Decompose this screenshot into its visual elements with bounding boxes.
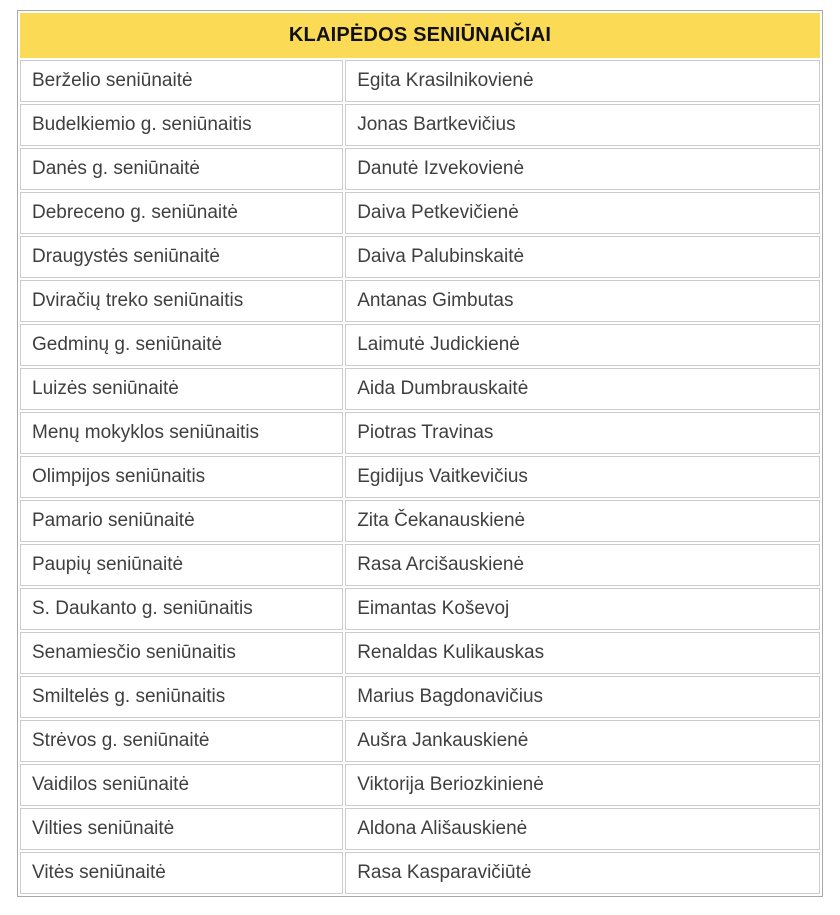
name-cell: Aldona Ališauskienė [345,808,820,850]
name-cell: Marius Bagdonavičius [345,676,820,718]
position-cell: Smiltelės g. seniūnaitis [20,676,343,718]
position-cell: Draugystės seniūnaitė [20,236,343,278]
name-cell: Piotras Travinas [345,412,820,454]
table-row [20,456,820,498]
table-row [20,764,820,806]
seniunaiciai-table [17,10,823,897]
position-cell: Olimpijos seniūnaitis [20,456,343,498]
table-row [20,500,820,542]
table-row [20,148,820,190]
name-cell: Egidijus Vaitkevičius [345,456,820,498]
name-cell: Zita Čekanauskienė [345,500,820,542]
name-cell: Rasa Kasparavičiūtė [345,852,820,894]
table-row [20,192,820,234]
name-cell: Antanas Gimbutas [345,280,820,322]
table-row [20,280,820,322]
position-cell: Debreceno g. seniūnaitė [20,192,343,234]
table-row [20,236,820,278]
position-cell: Pamario seniūnaitė [20,500,343,542]
table-row [20,808,820,850]
name-cell: Renaldas Kulikauskas [345,632,820,674]
position-cell: Berželio seniūnaitė [20,60,343,102]
name-cell: Viktorija Beriozkinienė [345,764,820,806]
name-cell: Laimutė Judickienė [345,324,820,366]
name-cell: Danutė Izvekovienė [345,148,820,190]
position-cell: Menų mokyklos seniūnaitis [20,412,343,454]
table-row [20,720,820,762]
table-row [20,852,820,894]
name-cell: Aida Dumbrauskaitė [345,368,820,410]
position-cell: Budelkiemio g. seniūnaitis [20,104,343,146]
position-cell: Paupių seniūnaitė [20,544,343,586]
table-row [20,632,820,674]
table-body [20,60,820,894]
table-row [20,104,820,146]
table-row [20,412,820,454]
position-cell: S. Daukanto g. seniūnaitis [20,588,343,630]
header-row [20,13,820,58]
name-cell: Eimantas Koševoj [345,588,820,630]
name-cell: Jonas Bartkevičius [345,104,820,146]
name-cell: Egita Krasilnikovienė [345,60,820,102]
table-row [20,60,820,102]
position-cell: Strėvos g. seniūnaitė [20,720,343,762]
name-cell: Daiva Petkevičienė [345,192,820,234]
position-cell: Vilties seniūnaitė [20,808,343,850]
position-cell: Vaidilos seniūnaitė [20,764,343,806]
name-cell: Daiva Palubinskaitė [345,236,820,278]
table-row [20,324,820,366]
name-cell: Aušra Jankauskienė [345,720,820,762]
position-cell: Gedminų g. seniūnaitė [20,324,343,366]
name-cell: Rasa Arcišauskienė [345,544,820,586]
table-row [20,588,820,630]
position-cell: Luizės seniūnaitė [20,368,343,410]
table-header [20,13,820,58]
table-title: KLAIPĖDOS SENIŪNAIČIAI [20,13,820,58]
position-cell: Senamiesčio seniūnaitis [20,632,343,674]
position-cell: Vitės seniūnaitė [20,852,343,894]
table-row [20,676,820,718]
position-cell: Dviračių treko seniūnaitis [20,280,343,322]
table-row [20,544,820,586]
table-row [20,368,820,410]
position-cell: Danės g. seniūnaitė [20,148,343,190]
